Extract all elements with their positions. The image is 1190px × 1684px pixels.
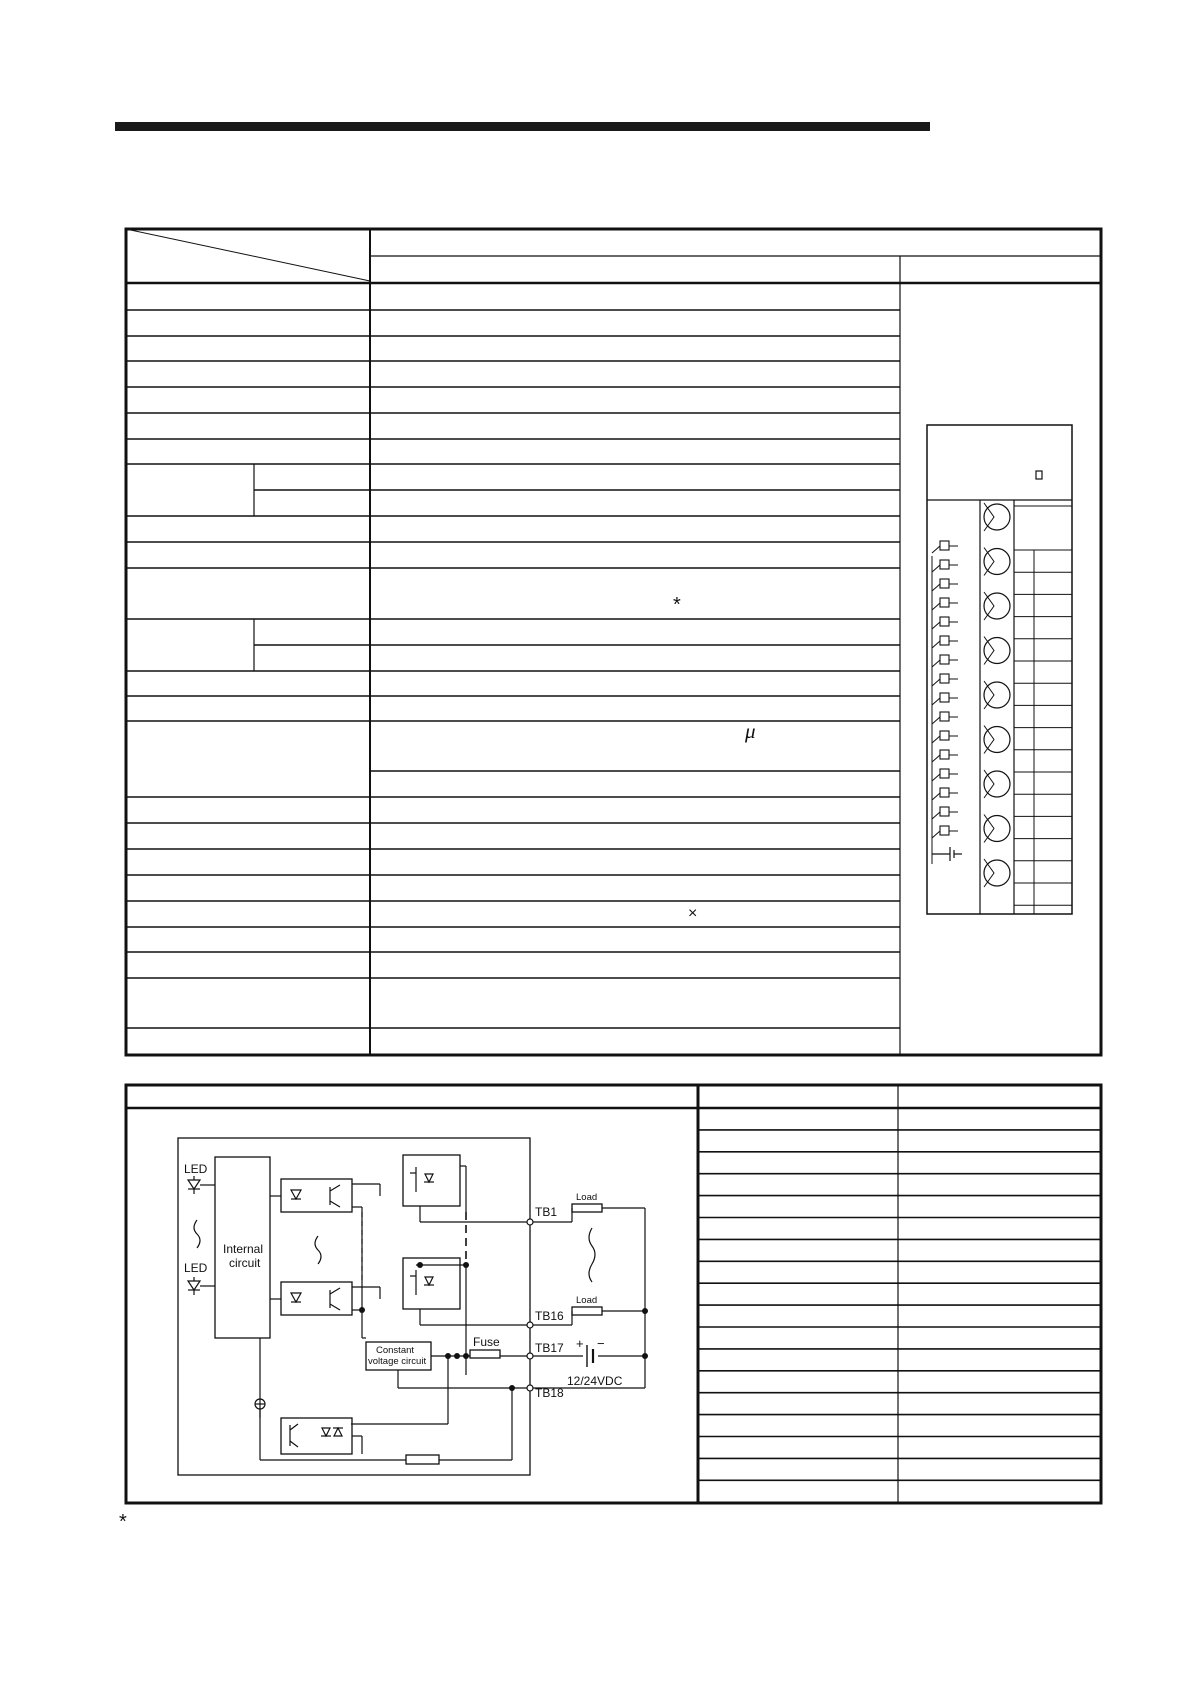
- constant-voltage-label-2: voltage circuit: [368, 1356, 427, 1367]
- led-top-label: LED: [184, 1162, 208, 1176]
- internal-circuit-label-2: circuit: [229, 1256, 261, 1270]
- led-bottom-label: LED: [184, 1261, 208, 1275]
- supply-label: 12/24VDC: [567, 1374, 623, 1388]
- fuse-label: Fuse: [473, 1335, 500, 1349]
- tb18-label: TB18: [535, 1386, 564, 1400]
- internal-circuit-label-1: Internal: [223, 1242, 264, 1256]
- tb16-label: TB16: [535, 1309, 564, 1323]
- constant-voltage-label-1: Constant: [376, 1345, 415, 1356]
- footnote-asterisk: *: [673, 594, 681, 616]
- tb1-label: TB1: [535, 1205, 558, 1219]
- minus-sign: −: [597, 1336, 605, 1351]
- plus-sign: +: [576, 1336, 584, 1351]
- footnote-asterisk-bottom: *: [119, 1511, 127, 1533]
- tb17-label: TB17: [535, 1341, 564, 1355]
- load-top-label: Load: [576, 1192, 598, 1203]
- micro-symbol: μ: [745, 719, 756, 743]
- times-symbol: ×: [688, 905, 698, 922]
- load-bottom-label: Load: [576, 1295, 598, 1306]
